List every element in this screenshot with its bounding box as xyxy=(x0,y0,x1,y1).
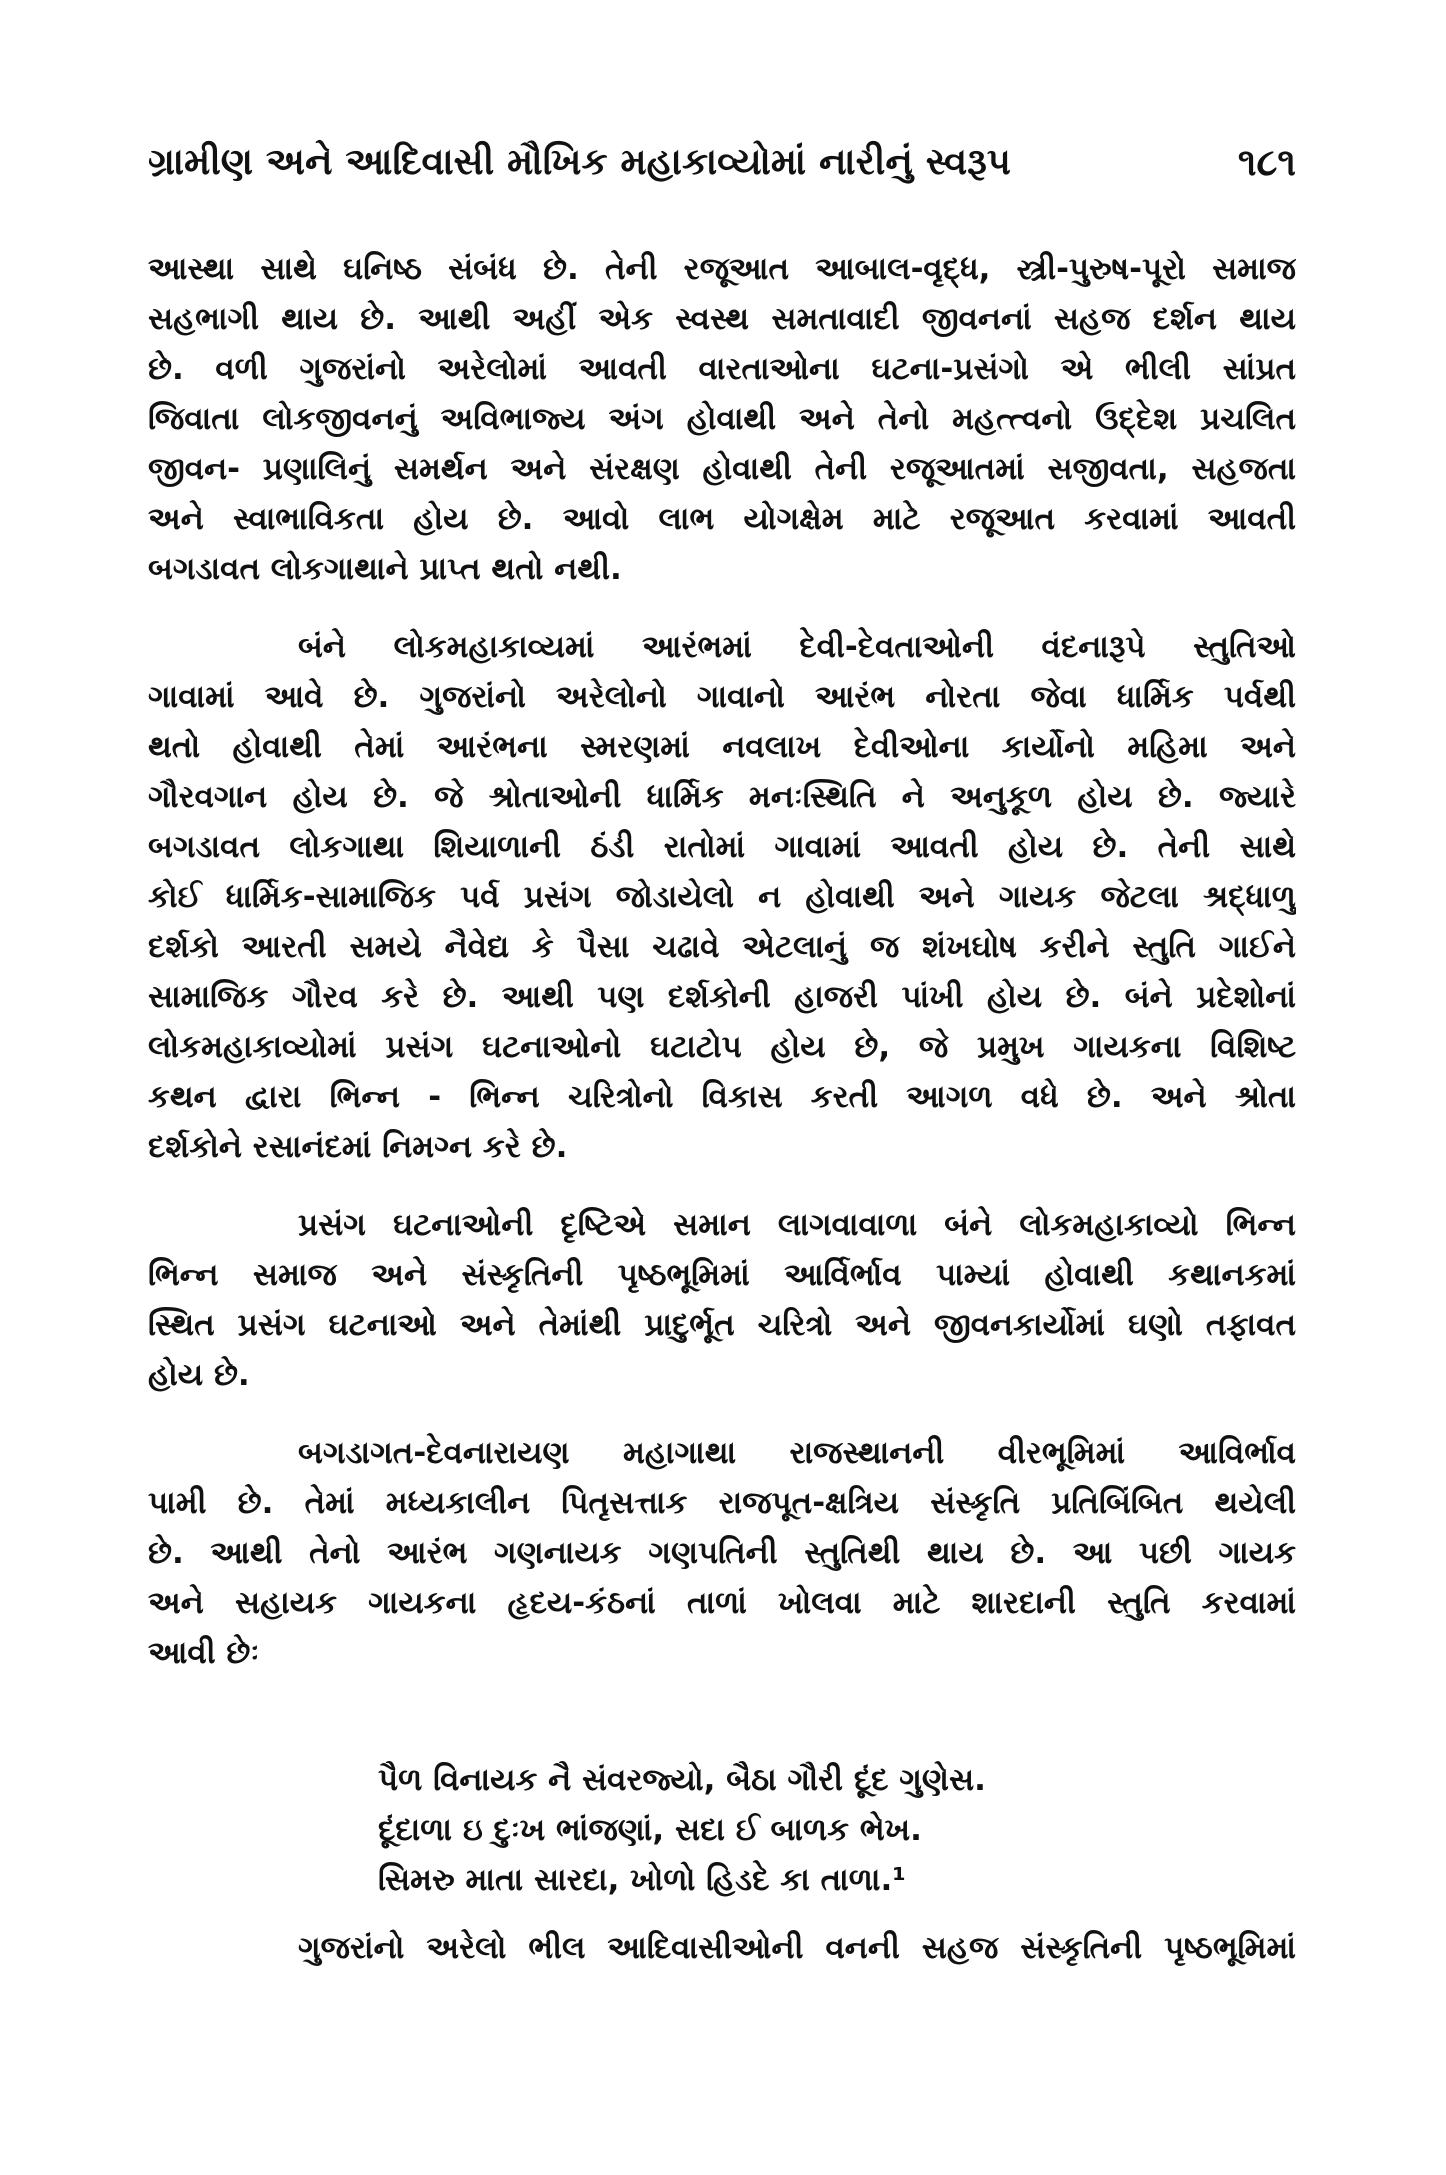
text-line: સહભાગી થાય છે. આથી અહીં એક સ્વસ્થ સમતાવાદી જીવનનાં સહજ દર્શન થાય xyxy=(148,301,1296,337)
text-line: પ્રસંગ ઘટનાઓની દૃષ્ટિએ સમાન લાગવાવાળા બંને લોકમહાકાવ્યો ભિન્ન xyxy=(298,1207,1296,1243)
verse-line: પૈળ વિનાયક નૈ સંવરજ્યો, બૈઠા ગૌરી દૂંદ ગુણેસ. xyxy=(378,1762,986,1798)
text-line: આસ્થા સાથે ઘનિષ્ઠ સંબંધ છે. તેની રજૂઆત આબાલ-વૃદ્ધ, સ્ત્રી-પુરુષ-પૂરો સમાજ xyxy=(148,251,1296,287)
text-line: હોય છે. xyxy=(148,1357,250,1393)
paragraph-4 xyxy=(148,1428,1296,1678)
text-line: છે. વળી ગુજરાંનો અરેલોમાં આવતી વારતાઓના ઘટના-પ્રસંગો એ ભીલી સાંપ્રત xyxy=(148,351,1296,387)
page-header xyxy=(148,130,1296,200)
text-line: દર્શકો આરતી સમયે નૈવેદ્ય કે પૈસા ચઢાવે એટલાનું જ શંખઘોષ કરીને સ્તુતિ ગાઈને xyxy=(148,929,1296,965)
text-line: ગૌરવગાન હોય છે. જે શ્રોતાઓની ધાર્મિક મનઃસ્થિતિ ને અનુકૂળ હોય છે. જ્યારે xyxy=(148,779,1296,815)
closing-line: ગુજરાંનો અરેલો ભીલ આદિવાસીઓની વનની સહજ સંસ્કૃતિની પૃષ્ઠભૂમિમાં xyxy=(298,1930,1296,1966)
text-line: અને સહાયક ગાયકના હૃદય-કંઠનાં તાળાં ખોલવા માટે શારદાની સ્તુતિ કરવામાં xyxy=(148,1585,1296,1621)
text-line: ભિન્ન સમાજ અને સંસ્કૃતિની પૃષ્ઠભૂમિમાં આર્વિર્ભાવ પામ્યાં હોવાથી કથાનકમાં xyxy=(148,1257,1296,1293)
verse-line: દૂંદાળા ઇ દુઃખ ભાંજણાં, સદા ઈ બાળક ભેખ. xyxy=(378,1812,922,1848)
text-line: છે. આથી તેનો આરંભ ગણનાયક ગણપતિની સ્તુતિથી થાય છે. આ પછી ગાયક xyxy=(148,1535,1296,1571)
text-line: જિવાતા લોકજીવનનું અવિભાજ્ય અંગ હોવાથી અને તેનો મહત્ત્વનો ઉદ્દેશ પ્રચલિત xyxy=(148,401,1296,437)
page-number: ૧૮૧ xyxy=(1237,140,1296,184)
text-line: કથન દ્વારા ભિન્ન - ભિન્ન ચરિત્રોનો વિકાસ કરતી આગળ વધે છે. અને શ્રોતા xyxy=(148,1079,1296,1115)
verse-line: સિમરુ માતા સારદા, ખોળો હિડદે કા તાળા.¹ xyxy=(378,1862,906,1898)
running-title: ગ્રામીણ અને આદિવાસી મૌખિક મહાકાવ્યોમાં નારીનું સ્વરૂપ xyxy=(148,140,1011,183)
text-line: કોઈ ધાર્મિક-સામાજિક પર્વ પ્રસંગ જોડાયેલો ન હોવાથી અને ગાયક જેટલા શ્રદ્ધાળુ xyxy=(148,879,1296,915)
text-line: બગડાવત લોકગાથા શિયાળાની ઠંડી રાતોમાં ગાવામાં આવતી હોય છે. તેની સાથે xyxy=(148,829,1296,865)
body-text xyxy=(148,244,1296,1678)
paragraph-2 xyxy=(148,622,1296,1172)
text-line: ગાવામાં આવે છે. ગુજરાંનો અરેલોનો ગાવાનો આરંભ નોરતા જેવા ધાર્મિક પર્વથી xyxy=(148,679,1296,715)
text-line: બગડાગત-દેવનારાયણ મહાગાથા રાજસ્થાનની વીરભૂમિમાં આવિર્ભાવ xyxy=(298,1435,1296,1471)
text-line: દર્શકોને રસાનંદમાં નિમગ્ન કરે છે. xyxy=(148,1129,568,1165)
text-line: આવી છેઃ xyxy=(148,1635,260,1671)
text-line: સામાજિક ગૌરવ કરે છે. આથી પણ દર્શકોની હાજરી પાંખી હોય છે. બંને પ્રદેશોનાં xyxy=(148,979,1296,1015)
text-line: અને સ્વાભાવિકતા હોય છે. આવો લાભ યોગક્ષેમ માટે રજૂઆત કરવામાં આવતી xyxy=(148,501,1296,537)
text-line: જીવન- પ્રણાલિનું સમર્થન અને સંરક્ષણ હોવાથી તેની રજૂઆતમાં સજીવતા, સહજતા xyxy=(148,451,1296,487)
paragraph-3 xyxy=(148,1200,1296,1400)
text-line: પામી છે. તેમાં મધ્યકાલીન પિતૃસત્તાક રાજપૂત-ક્ષત્રિય સંસ્કૃતિ પ્રતિબિંબિત થયેલી xyxy=(148,1485,1296,1521)
text-line: બગડાવત લોકગાથાને પ્રાપ્ત થતો નથી. xyxy=(148,551,622,587)
text-line: સ્થિત પ્રસંગ ઘટનાઓ અને તેમાંથી પ્રાદુર્ભૂત ચરિત્રો અને જીવનકાર્યોમાં ઘણો તફાવત xyxy=(148,1307,1296,1343)
paragraph-1 xyxy=(148,244,1296,594)
text-line: બંને લોકમહાકાવ્યમાં આરંભમાં દેવી-દેવતાઓની વંદનારૂપે સ્તુતિઓ xyxy=(298,629,1296,665)
text-line: લોકમહાકાવ્યોમાં પ્રસંગ ઘટનાઓનો ઘટાટોપ હોય છે, જે પ્રમુખ ગાયકના વિશિષ્ટ xyxy=(148,1029,1296,1065)
text-line: થતો હોવાથી તેમાં આરંભના સ્મરણમાં નવલાખ દેવીઓના કાર્યોનો મહિમા અને xyxy=(148,729,1296,765)
verse-quotation xyxy=(378,1755,1198,1905)
